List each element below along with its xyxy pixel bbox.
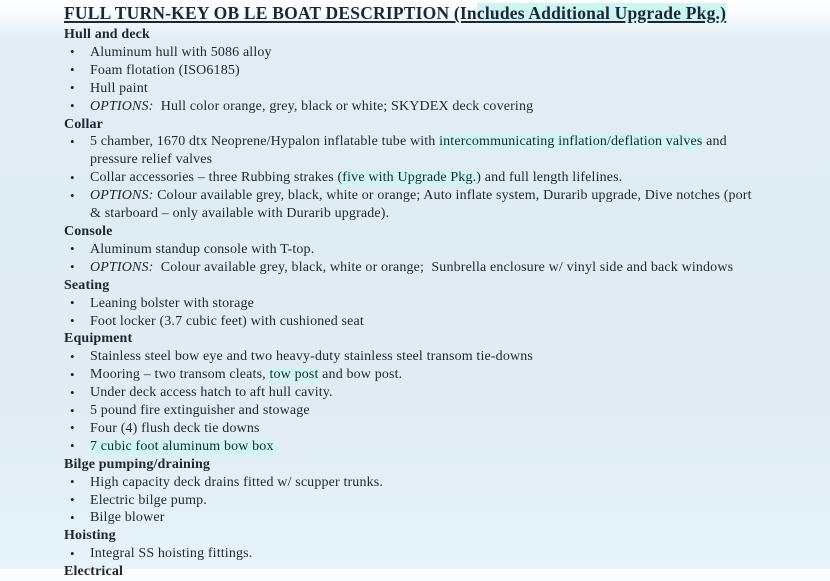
- bullet-icon: •: [70, 402, 75, 418]
- bullet-list: [64, 295, 812, 331]
- text-segment: Colour available grey, black, white or orange; Auto inflate system, Durarib upgrade, Dive notches (port: [153, 188, 752, 204]
- section-heading: Hoisting: [64, 528, 116, 544]
- sections-container: [64, 26, 812, 563]
- text-segment: Aluminum hull with 5086 alloy: [90, 44, 272, 60]
- text-segment: Aluminum standup console with T-top.: [90, 241, 315, 257]
- section-heading: Bilge pumping/draining: [64, 456, 211, 472]
- text-segment: High capacity deck drains fitted w/ scupper trunks.: [90, 474, 384, 490]
- bullet-icon: •: [70, 509, 75, 525]
- bullet-icon: •: [70, 187, 75, 203]
- bullet-list: [64, 348, 812, 455]
- text-segment: 5 pound fire extinguisher and stowage: [90, 403, 310, 419]
- list-item: [64, 295, 812, 313]
- text-segment: Foam flotation (ISO6185): [90, 62, 240, 78]
- title-plain-text: FULL TURN-KEY OB LE BOAT DESCRIPTION (In: [64, 3, 477, 23]
- bullet-icon: •: [70, 44, 75, 60]
- title-underline: [64, 3, 726, 23]
- text-segment: Collar accessories – three Rubbing strakes: [90, 170, 338, 186]
- text-segment: Foot locker (3.7 cubic feet) with cushioned seat: [90, 313, 364, 329]
- list-item: [64, 348, 812, 366]
- bullet-icon: •: [70, 313, 75, 328]
- text-segment: Integral SS hoisting fittings.: [90, 546, 253, 562]
- list-item: [64, 98, 812, 116]
- section-heading: Collar: [64, 116, 104, 132]
- section-heading: Hull and deck: [64, 27, 150, 42]
- bullet-icon: •: [70, 474, 75, 490]
- list-item: [64, 420, 812, 438]
- bullet-list: [64, 474, 812, 528]
- bullet-icon: •: [70, 259, 75, 275]
- text-segment: Four (4) flush deck tie downs: [90, 420, 260, 436]
- text-segment: ) and full length lifelines.: [476, 170, 623, 186]
- bullet-list: [64, 44, 812, 116]
- highlighted-text: tow post: [269, 367, 319, 383]
- italic-label: OPTIONS:: [90, 259, 154, 275]
- list-item: [64, 62, 812, 80]
- text-segment: Mooring – two transom cleats,: [90, 367, 270, 383]
- bullet-icon: •: [70, 492, 75, 508]
- list-item: [64, 313, 812, 331]
- section-heading: Seating: [64, 277, 110, 293]
- text-segment: 5 chamber, 1670 dtx Neoprene/Hypalon inflatable tube with: [90, 134, 440, 150]
- list-item: [64, 384, 812, 402]
- list-item: [64, 509, 812, 527]
- bullet-list: [64, 241, 812, 277]
- text-segment: Leaning bolster with storage: [90, 295, 254, 311]
- bullet-icon: •: [70, 80, 75, 96]
- document-title: [64, 3, 812, 24]
- list-item: [64, 545, 812, 563]
- bullet-icon: •: [70, 241, 75, 257]
- list-item: [64, 366, 812, 384]
- text-segment: Under deck access hatch to aft hull cavity.: [90, 385, 333, 401]
- bullet-icon: •: [70, 348, 75, 364]
- highlighted-text: 7 cubic foot aluminum bow box: [90, 438, 274, 454]
- text-segment: Hull paint: [90, 80, 148, 96]
- text-segment: pressure relief valves: [90, 152, 213, 168]
- bullet-list: [64, 545, 812, 563]
- list-item: [64, 474, 812, 492]
- list-item: [64, 241, 812, 259]
- italic-label: OPTIONS:: [90, 98, 154, 114]
- text-segment: Bilge blower: [90, 510, 165, 526]
- bullet-icon: •: [70, 62, 75, 78]
- bullet-icon: •: [70, 438, 75, 454]
- bullet-icon: •: [70, 366, 75, 382]
- list-item: [64, 259, 812, 277]
- bullet-icon: •: [70, 384, 75, 400]
- list-item: [64, 438, 812, 456]
- list-item: [64, 402, 812, 420]
- bullet-icon: •: [70, 420, 75, 436]
- list-item: [64, 44, 812, 62]
- list-item: [64, 133, 812, 169]
- bullet-icon: •: [70, 98, 75, 114]
- highlighted-text: (five with Upgrade Pkg.: [337, 170, 477, 186]
- text-segment: & starboard – only available with Durarib upgrade).: [90, 206, 390, 222]
- text-segment: and: [702, 134, 727, 150]
- bullet-list: [64, 133, 812, 223]
- bullet-icon: •: [70, 133, 75, 149]
- italic-label: OPTIONS:: [90, 188, 154, 204]
- text-segment: Hull color orange, grey, black or white; SKYDEX deck covering: [153, 98, 534, 114]
- text-segment: Electric bilge pump.: [90, 492, 207, 508]
- highlighted-text: intercommunicating inflation/deflation valves: [439, 134, 703, 150]
- list-item: [64, 80, 812, 98]
- section-heading: Equipment: [64, 331, 133, 347]
- text-segment: Colour available grey, black, white or orange; Sunbrella enclosure w/ vinyl side and back windows: [153, 259, 734, 275]
- list-item: [64, 492, 812, 510]
- bullet-icon: •: [70, 545, 75, 561]
- list-item: [64, 187, 812, 223]
- cutoff-section-heading: Electrical: [64, 564, 124, 580]
- title-highlighted-text: cludes Additional Upgrade Pkg.): [476, 3, 727, 23]
- list-item: [64, 169, 812, 187]
- text-segment: and bow post.: [318, 367, 403, 383]
- bullet-icon: •: [70, 295, 75, 311]
- section-heading: Console: [64, 223, 113, 239]
- text-segment: Stainless steel bow eye and two heavy-duty stainless steel transom tie-downs: [90, 349, 533, 365]
- bullet-icon: •: [70, 169, 75, 185]
